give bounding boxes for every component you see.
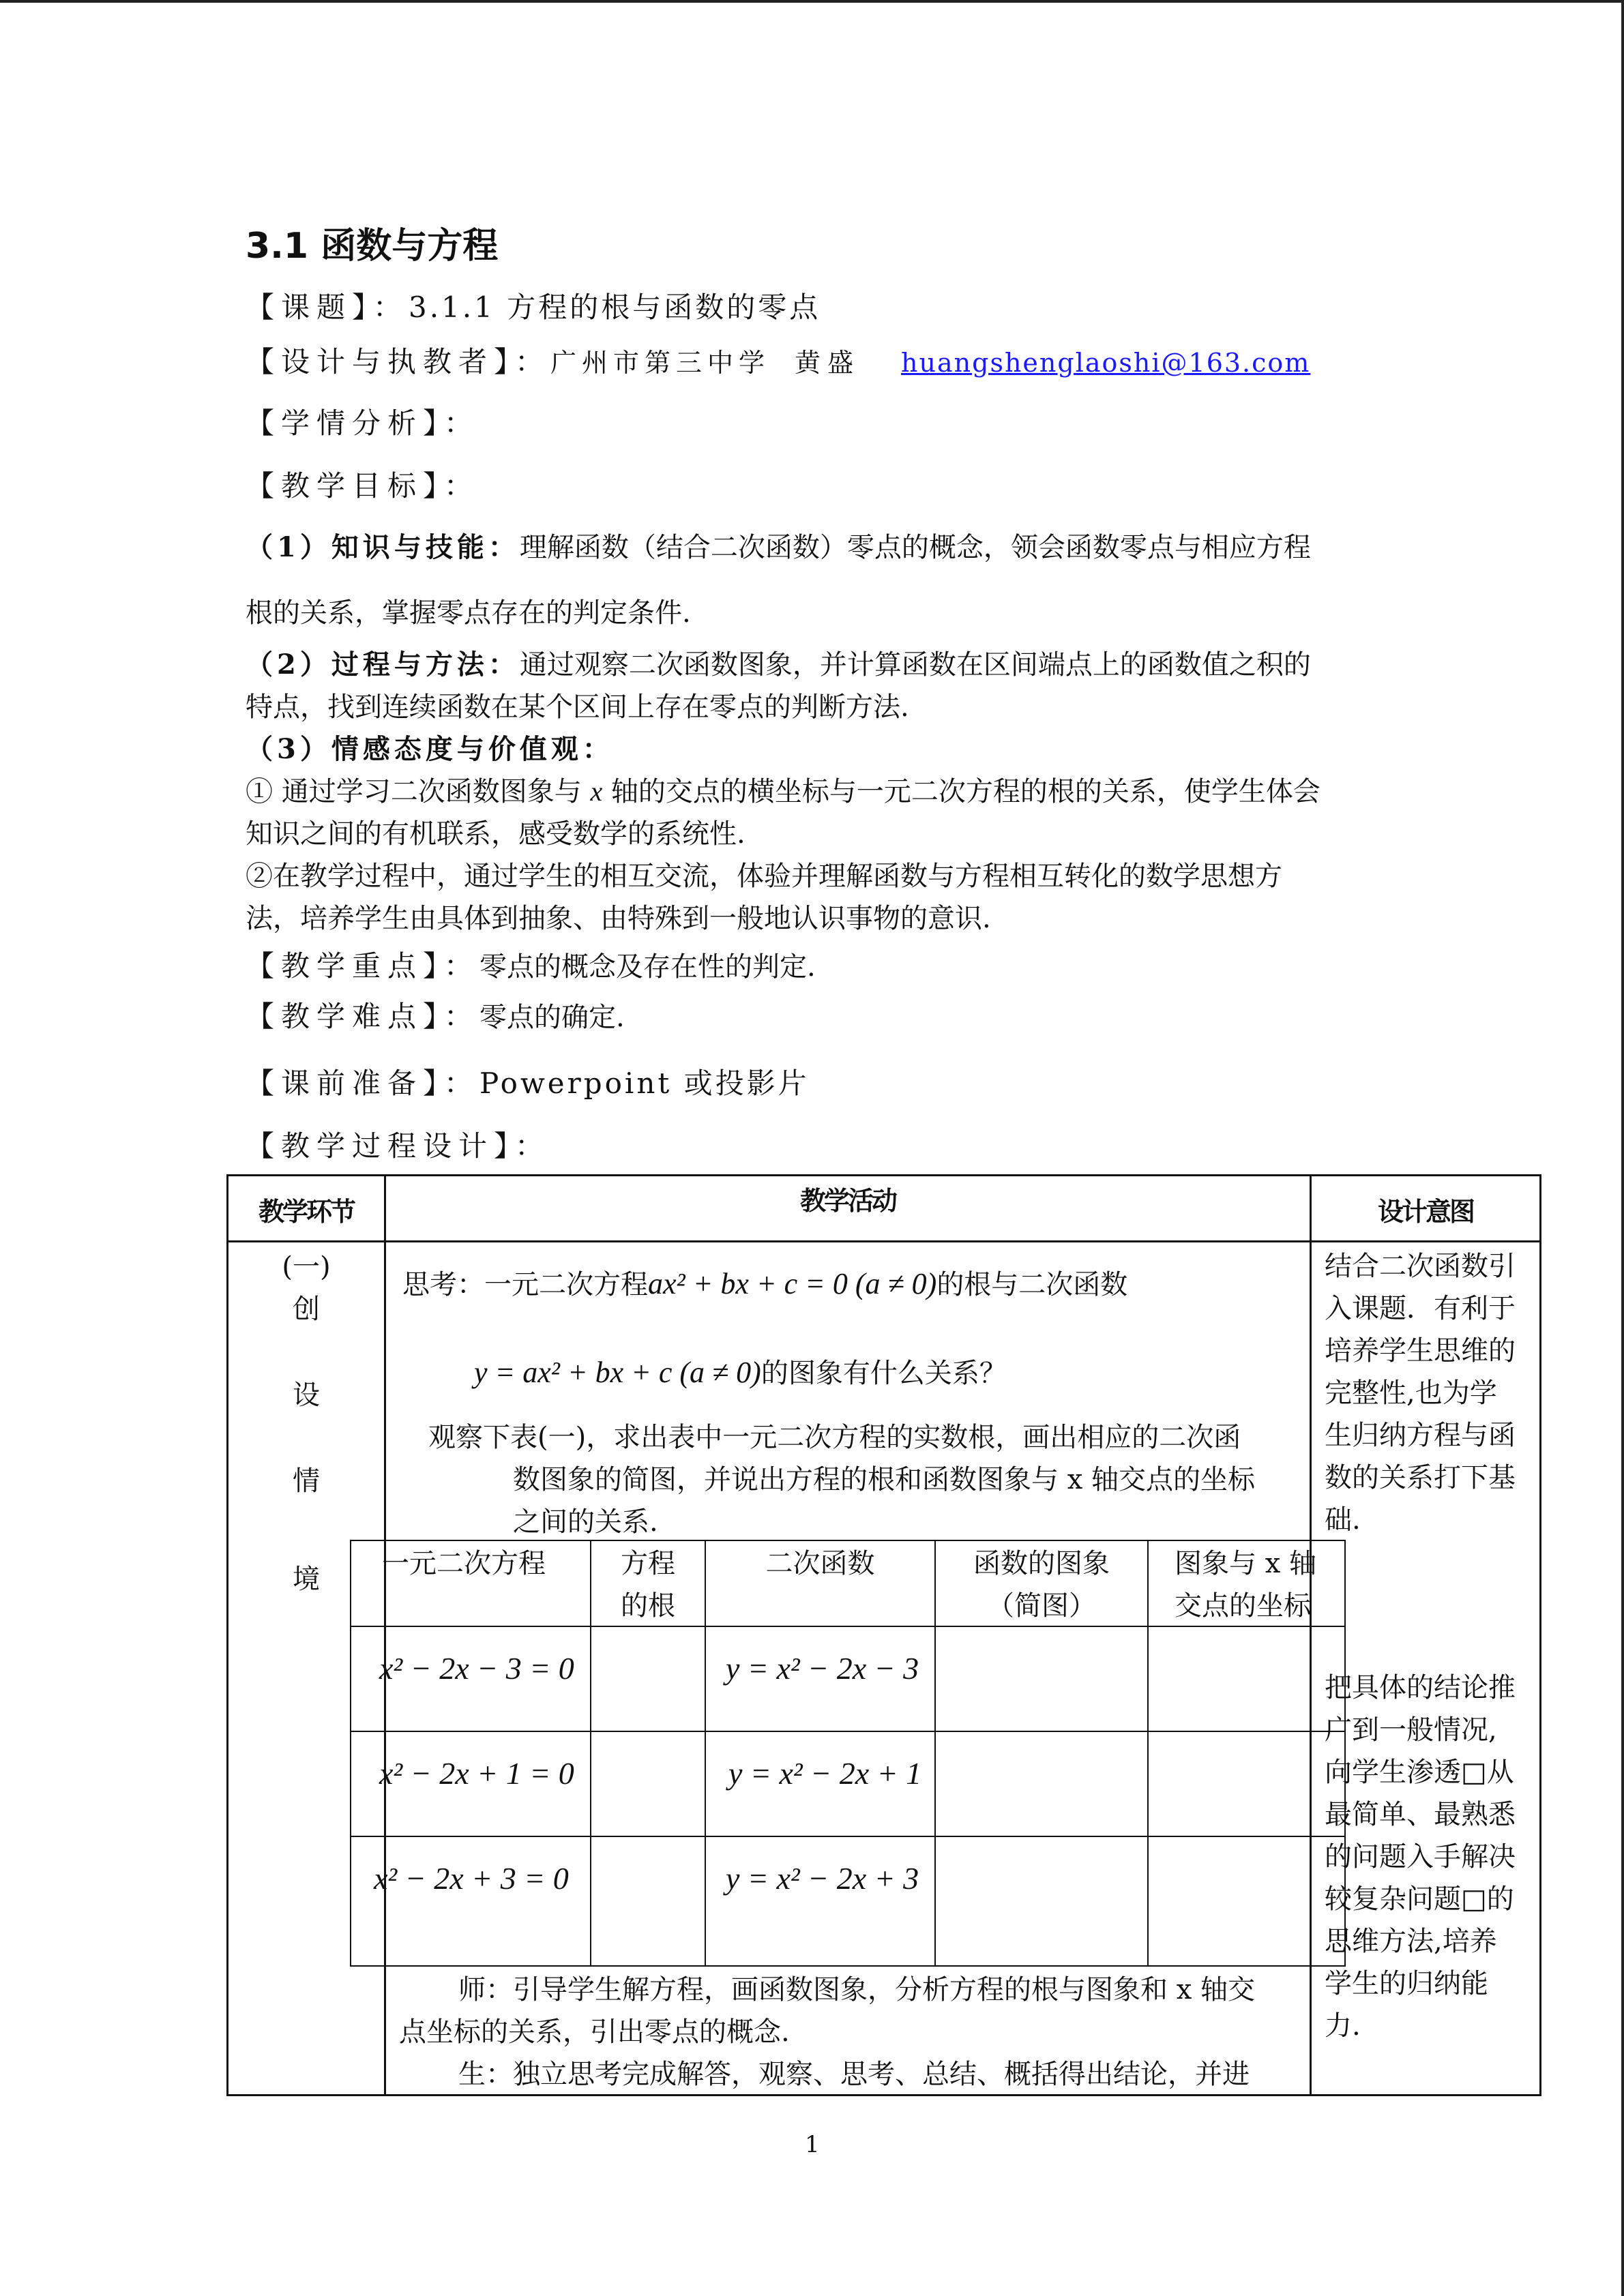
designer-name: 黄盛 (795, 348, 861, 378)
table-col2-line (1310, 1174, 1312, 2096)
intent1-line: 入课题．有利于 (1325, 1293, 1516, 1324)
inner-row-1-function: y = x² − 2x − 3 (726, 1651, 919, 1686)
designer-school: 广州市第三中学 (550, 348, 771, 378)
page-right-border (1621, 0, 1624, 2296)
intent2-line: 向学生渗透□从 (1325, 1757, 1514, 1788)
goal-3a-line-2: 知识之间的有机联系，感受数学的系统性. (246, 818, 745, 850)
table-bottom-line (226, 2094, 1541, 2096)
intent1-line: 培养学生思维的 (1325, 1335, 1516, 1367)
goal-3a-post: 轴的交点的横坐标与一元二次方程的根的关系，使学生体会 (610, 776, 1320, 807)
key-point-value: 零点的概念及存在性的判定. (479, 951, 816, 983)
process-label: 【教学过程设计】： (246, 1129, 551, 1163)
inner-row-2-equation: x² − 2x + 1 = 0 (379, 1756, 574, 1791)
goal-3a-pre: ① 通过学习二次函数图象与 (246, 776, 582, 807)
difficulty-label: 【教学难点】： (246, 1000, 480, 1033)
table-header-line (226, 1240, 1541, 1242)
intent2-line: 思维方法,培养 (1325, 1926, 1497, 1957)
inner-left-line (350, 1540, 351, 1967)
page-number: 1 (805, 2131, 820, 2158)
inner-row-3-function: y = x² − 2x + 3 (726, 1861, 919, 1896)
inner-header-graph-2: （简图） (987, 1590, 1096, 1622)
stage-char-4: 情 (293, 1465, 320, 1497)
goal-2-line-1 (246, 644, 1311, 686)
goal-1-line-1 (246, 526, 1311, 569)
intent-block-2 (1325, 1667, 1516, 2047)
inner-col4-line (1147, 1540, 1149, 1967)
topic-line (246, 285, 821, 326)
page-top-border (0, 0, 1624, 3)
goal-2-text: 通过观察二次函数图象，并计算函数在区间端点上的函数值之积的 (519, 649, 1311, 681)
analysis-label: 【学情分析】： (246, 406, 480, 440)
designer-line (246, 340, 1310, 381)
inner-row2-line (350, 1731, 1346, 1732)
intent2-line: 广到一般情况, (1325, 1714, 1497, 1746)
intent1-line: 结合二次函数引 (1325, 1251, 1516, 1282)
header-activity: 教学活动 (799, 1186, 896, 1216)
inner-header-roots-1: 方程 (621, 1548, 675, 1579)
key-point-label: 【教学重点】： (246, 949, 480, 983)
student-line-1: 生：独立思考完成解答，观察、思考、总结、概括得出结论，并进 (458, 2059, 1250, 2090)
intent-block-1 (1325, 1245, 1516, 1541)
intent2-line: 较复杂问题□的 (1325, 1883, 1514, 1915)
intent2-line: 把具体的结论推 (1325, 1672, 1516, 1703)
difficulty-value: 零点的确定. (479, 1002, 625, 1033)
inner-row-2-function: y = x² − 2x + 1 (728, 1756, 922, 1791)
think-line-1 (402, 1263, 1127, 1302)
goal-1-line-2: 根的关系，掌握零点存在的判定条件. (246, 597, 691, 629)
intent2-line: 学生的归纳能 (1325, 1968, 1488, 1999)
teacher-line-2: 点坐标的关系，引出零点的概念. (399, 2016, 790, 2048)
goal-1-label: （1）知识与技能： (246, 531, 520, 563)
designer-email-link[interactable]: huangshenglaoshi@163.com (901, 348, 1311, 378)
inner-header-graph-1: 函数的图象 (973, 1548, 1110, 1579)
goal-3b-line-2: 法，培养学生由具体到抽象、由特殊到一般地认识事物的意识. (246, 903, 991, 934)
stage-char-2: 创 (293, 1294, 320, 1325)
observe-line-3: 之间的关系. (513, 1506, 658, 1538)
inner-header-roots-2: 的根 (621, 1590, 675, 1622)
table-col1-line (384, 1174, 386, 2096)
goal-2-label: （2）过程与方法： (246, 648, 520, 681)
intent1-line: 础. (1325, 1504, 1361, 1536)
inner-header-function: 二次函数 (765, 1548, 875, 1579)
table-top-line (226, 1174, 1541, 1176)
think-equation: ax² + bx + c = 0 (a ≠ 0) (648, 1267, 937, 1300)
inner-col2-line (705, 1540, 706, 1967)
stage-char-3: 设 (293, 1380, 320, 1411)
inner-header-intersect-2: 交点的坐标 (1175, 1590, 1311, 1622)
stage-char-1: (一) (282, 1251, 331, 1283)
difficulty-line (246, 996, 625, 1039)
observe-line-1: 观察下表(一)，求出表中一元二次方程的实数根，画出相应的二次函 (428, 1422, 1241, 1453)
observe-line-2: 数图象的简图，并说出方程的根和函数图象与 x 轴交点的坐标 (513, 1464, 1255, 1495)
inner-header-equation: 一元二次方程 (382, 1548, 546, 1579)
think-post: 的根与二次函数 (936, 1269, 1128, 1300)
prep-line (246, 1061, 810, 1102)
intent1-line: 数的关系打下基 (1325, 1462, 1516, 1493)
goal-3-label: （3）情感态度与价值观： (246, 733, 614, 765)
designer-label: 【设计与执教者】： (246, 345, 551, 378)
inner-top-line (350, 1540, 1346, 1541)
header-intent: 设计意图 (1377, 1197, 1473, 1227)
key-point-line (246, 945, 816, 988)
goal-3a-line-1 (246, 771, 1320, 813)
goal-2-line-2: 特点，找到连续函数在某个区间上存在零点的判断方法. (246, 691, 909, 723)
topic-label: 【课题】： (246, 290, 409, 324)
intent2-line: 最简单、最熟悉 (1325, 1799, 1516, 1830)
goal-3a-var: x (590, 776, 603, 807)
goal-1-text: 理解函数（结合二次函数）零点的概念，领会函数零点与相应方程 (519, 532, 1311, 563)
stage-char-5: 境 (293, 1564, 320, 1595)
think-pre: 思考：一元二次方程 (402, 1269, 648, 1300)
section-title: 3.1 函数与方程 (246, 226, 499, 267)
prep-label: 【课前准备】： (246, 1067, 480, 1100)
goal-3b-line-1: ②在教学过程中，通过学生的相互交流，体验并理解函数与方程相互转化的数学思想方 (246, 861, 1282, 892)
inner-header-intersect-1: 图象与 x 轴 (1175, 1548, 1316, 1579)
inner-row-1-equation: x² − 2x − 3 = 0 (379, 1651, 574, 1686)
intent2-line: 的问题入手解决 (1325, 1841, 1516, 1873)
think-line-2 (474, 1352, 1007, 1390)
topic-value: 3.1.1 方程的根与函数的零点 (409, 290, 821, 324)
intent1-line: 完整性,也为学 (1325, 1377, 1497, 1409)
intent2-line: 力. (1325, 2010, 1361, 2042)
intent1-line: 生归纳方程与函 (1325, 1420, 1516, 1451)
prep-value: Powerpoint 或投影片 (479, 1067, 810, 1100)
table-right-line (1539, 1174, 1541, 2096)
think2-post: 的图象有什么关系？ (761, 1358, 1007, 1389)
goals-label: 【教学目标】： (246, 469, 480, 503)
header-stage: 教学环节 (258, 1197, 354, 1227)
teacher-line-1: 师：引导学生解方程，画函数图象，分析方程的根与图象和 x 轴交 (458, 1974, 1255, 2006)
inner-row3-line (350, 1836, 1346, 1837)
inner-bottom-line (350, 1965, 1346, 1967)
inner-row-3-equation: x² − 2x + 3 = 0 (374, 1861, 569, 1896)
think2-equation: y = ax² + bx + c (a ≠ 0) (474, 1356, 761, 1389)
